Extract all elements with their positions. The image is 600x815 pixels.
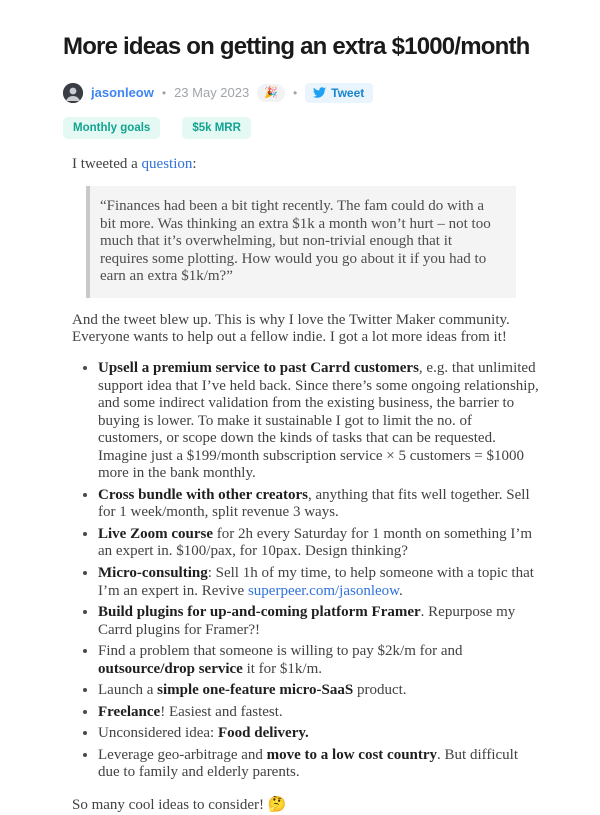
bold-text: Build plugins for up-and-coming platform Framer [98, 604, 421, 621]
avatar[interactable] [63, 83, 83, 103]
text-segment: . But difficult due to family and elderly parents. [98, 746, 519, 781]
list-item [98, 643, 540, 678]
text-segment: for 2h every Saturday for 1 month on something I’m an expert in. $100/pax, for 10pax. Design thinking? [98, 525, 533, 560]
tag-list [63, 117, 540, 139]
tag-monthly-goals[interactable]: Monthly goals [63, 117, 160, 139]
bold-text: Live Zoom course [98, 525, 213, 542]
text-segment: . Repurpose my Carrd plugins for Framer?! [98, 604, 516, 638]
bold-text: Micro-consulting [98, 564, 208, 581]
bold-text: outsource/drop service [98, 660, 243, 677]
list-item [98, 526, 540, 561]
intro-colon: : [192, 155, 197, 172]
intro-text: I tweeted a [72, 155, 142, 172]
tag-5k-mrr[interactable]: $5k MRR [182, 117, 251, 139]
list-item [98, 704, 540, 722]
bold-text: simple one-feature micro-SaaS [157, 682, 354, 699]
tweet-label: Tweet [331, 85, 365, 100]
text-segment: . [399, 582, 403, 599]
party-emoji-badge: 🎉 [257, 84, 285, 102]
text-segment: ! Easiest and fastest. [160, 703, 283, 720]
list-item [98, 725, 540, 743]
list-item [98, 604, 540, 639]
twitter-bird-icon [313, 86, 326, 99]
inline-link[interactable]: superpeer.com/jasonleow [247, 582, 400, 599]
byline [63, 83, 540, 103]
page-title: More ideas on getting an extra $1000/month [63, 33, 530, 60]
byline-separator-dot: • [161, 85, 167, 100]
person-icon [63, 83, 83, 103]
bold-text: Freelance [98, 703, 161, 720]
text-segment: product. [353, 682, 407, 699]
bold-text: Food delivery. [217, 725, 309, 742]
ideas-list [72, 360, 540, 782]
author-link[interactable]: jasonleow [91, 85, 154, 101]
text-segment: Leverage geo-arbitrage and [98, 746, 267, 763]
tweet-quote: “Finances had been a bit tight recently. The fam could do with a bit more. Was thinking an extra $1k a month won’t hurt – not too much that it’s overwhelming, but non-trivial enough that it requires some plotting. How would you go about it if you had to earn an extra $1k/m?” [86, 186, 516, 298]
list-item [98, 747, 540, 782]
list-item [98, 682, 540, 700]
bold-text: Cross bundle with other creators [98, 486, 308, 503]
list-item [98, 565, 540, 600]
outro-paragraph: So many cool ideas to consider! 🤔 [72, 797, 287, 813]
post-date: 23 May 2023 [174, 85, 250, 101]
text-segment: Launch a [98, 682, 158, 699]
tweet-button[interactable] [305, 83, 373, 103]
bold-text: Upsell a premium service to past Carrd customers [98, 359, 419, 376]
text-segment: it for $1k/m. [242, 660, 323, 677]
intro-paragraph [72, 156, 540, 174]
question-link[interactable]: question [141, 155, 193, 172]
bold-text: move to a low cost country [266, 746, 438, 763]
text-segment: Find a problem that someone is willing to pay $2k/m for and [98, 643, 463, 660]
text-segment: , e.g. that unlimited support idea that I’ve held back. Since there’s some ongoing relationship, and some indirect validation from the existing business, the barrier to buying is lower. To make it sustainable I got to limit the no. of customers, or scope down the kinds of tasks that can be requested. Imagine just a $199/month subscription service × 5 customers = $1000 more in the bank monthly. [98, 359, 539, 482]
list-item [98, 360, 540, 483]
post-body [63, 156, 540, 815]
list-item [98, 487, 540, 522]
text-segment: , anything that fits well together. Sell for 1 week/month, split revenue 3 ways. [98, 486, 530, 521]
lead-paragraph: And the tweet blew up. This is why I love the Twitter Maker community. Everyone wants to help out a fellow indie. I got a lot more ideas from it! [72, 311, 510, 346]
text-segment: Unconsidered idea: [98, 725, 218, 742]
text-segment: : Sell 1h of my time, to help someone with a topic that I’m an expert in. Revive [98, 564, 534, 599]
byline-separator-dot: • [292, 85, 298, 100]
